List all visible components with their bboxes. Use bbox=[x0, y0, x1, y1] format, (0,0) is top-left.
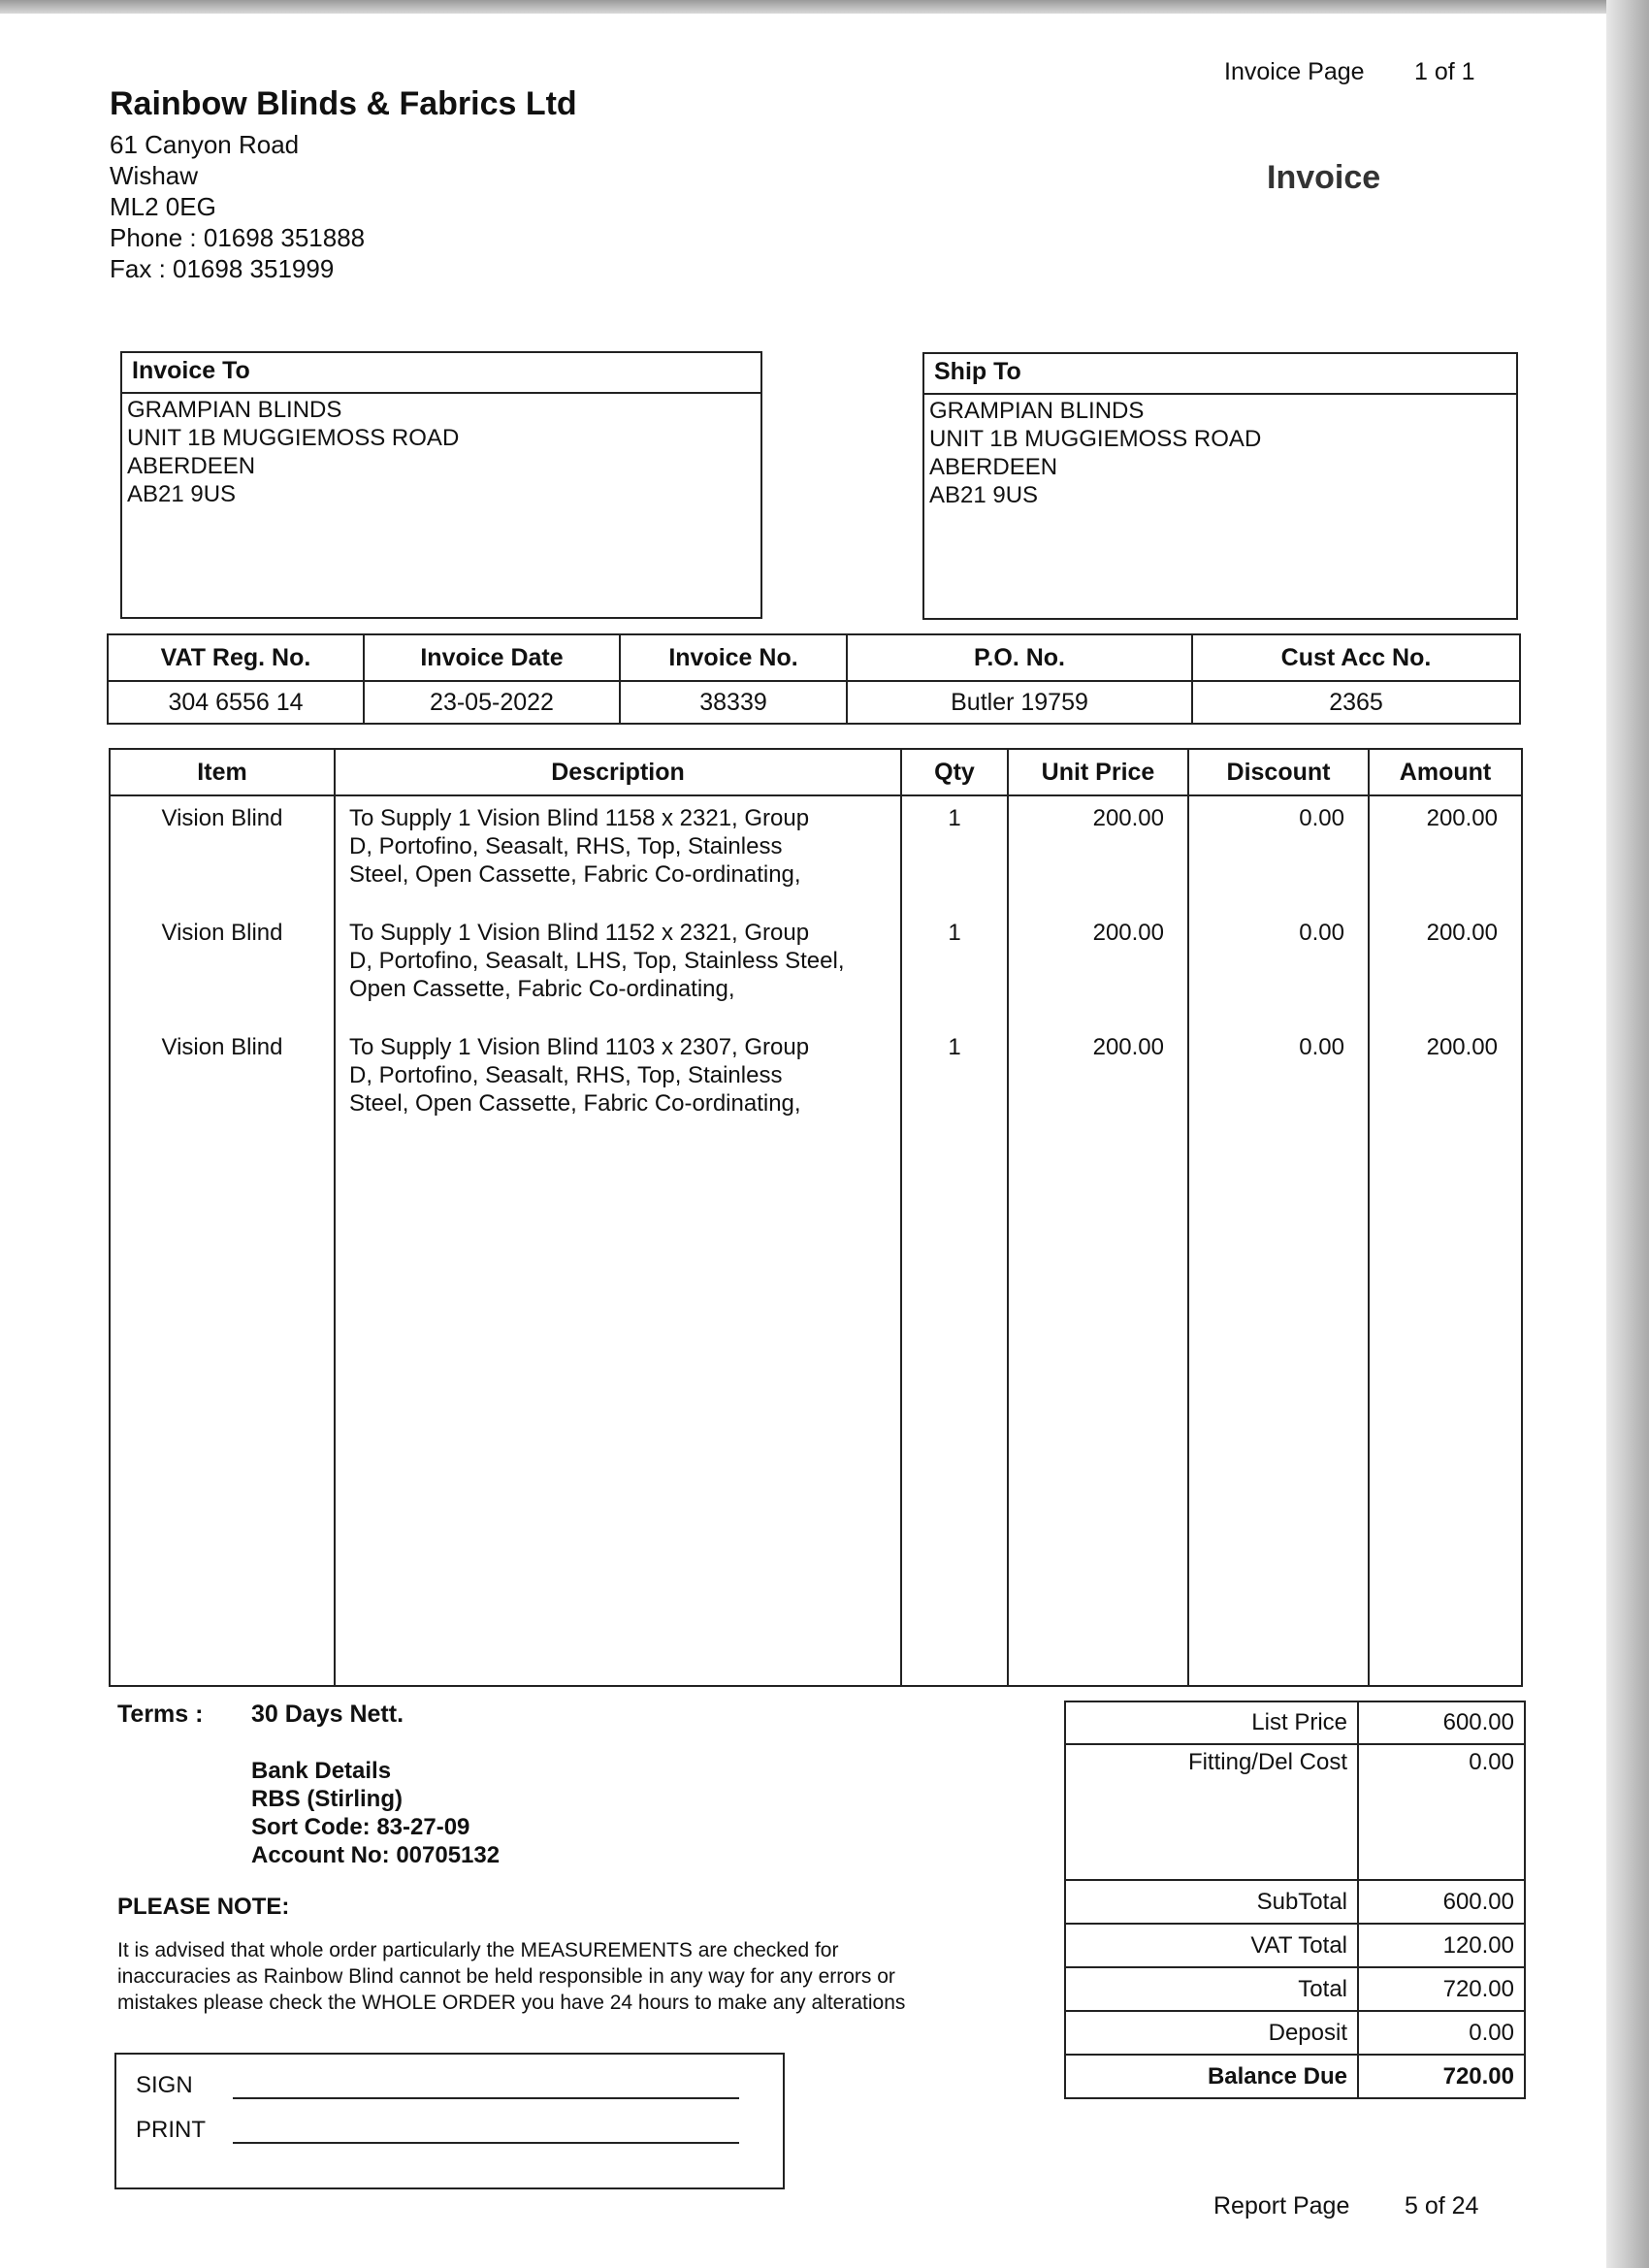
filler-cell bbox=[335, 1140, 901, 1686]
subtotal-label: SubTotal bbox=[1065, 1880, 1358, 1924]
balance-due-label: Balance Due bbox=[1065, 2055, 1358, 2098]
amount-header: Amount bbox=[1369, 749, 1522, 795]
table-filler-row bbox=[110, 1140, 1522, 1686]
vat-total-value: 120.00 bbox=[1358, 1924, 1525, 1967]
discount-header: Discount bbox=[1188, 749, 1369, 795]
item-header: Item bbox=[110, 749, 335, 795]
invoice-date-value: 23-05-2022 bbox=[364, 681, 620, 724]
bank-name: RBS (Stirling) bbox=[251, 1786, 403, 1812]
address-line: GRAMPIAN BLINDS bbox=[127, 397, 342, 423]
item-qty: 1 bbox=[901, 795, 1008, 911]
report-page-label: Report Page bbox=[1213, 2192, 1350, 2219]
scan-edge-right bbox=[1606, 0, 1649, 2268]
description-line: Steel, Open Cassette, Fabric Co-ordinating, bbox=[349, 1090, 801, 1118]
invoice-info-table bbox=[107, 633, 1521, 725]
terms-label: Terms : bbox=[117, 1701, 204, 1728]
signature-box bbox=[114, 2053, 785, 2189]
total-value: 720.00 bbox=[1358, 1967, 1525, 2011]
item-discount: 0.00 bbox=[1188, 911, 1369, 1025]
description-line: Open Cassette, Fabric Co-ordinating, bbox=[349, 976, 735, 1003]
filler-cell bbox=[901, 1140, 1008, 1686]
note-line: inaccuracies as Rainbow Blind cannot be held responsible in any way for any errors or bbox=[117, 1965, 895, 1988]
table-row bbox=[110, 911, 1522, 1025]
item-description bbox=[335, 1025, 901, 1140]
address-line: AB21 9US bbox=[127, 481, 237, 507]
ship-to-address bbox=[924, 395, 1516, 511]
invoice-page-label: Invoice Page bbox=[1224, 58, 1365, 85]
vat-reg-value: 304 6556 14 bbox=[108, 681, 364, 724]
invoice-no-header: Invoice No. bbox=[620, 634, 847, 681]
filler-cell bbox=[1369, 1140, 1522, 1686]
company-phone: Phone : 01698 351888 bbox=[110, 223, 366, 252]
address-line: AB21 9US bbox=[929, 482, 1039, 508]
description-header: Description bbox=[335, 749, 901, 795]
company-fax: Fax : 01698 351999 bbox=[110, 254, 335, 283]
qty-header: Qty bbox=[901, 749, 1008, 795]
totals-table bbox=[1064, 1701, 1526, 2099]
table-row bbox=[110, 1025, 1522, 1140]
filler-cell bbox=[1188, 1140, 1369, 1686]
note-line: mistakes please check the WHOLE ORDER you have 24 hours to make any alterations bbox=[117, 1992, 906, 2014]
deposit-value: 0.00 bbox=[1358, 2011, 1525, 2055]
cust-acc-header: Cust Acc No. bbox=[1192, 634, 1520, 681]
invoice-no-value: 38339 bbox=[620, 681, 847, 724]
bank-sort-code: Sort Code: 83-27-09 bbox=[251, 1814, 470, 1840]
company-name: Rainbow Blinds & Fabrics Ltd bbox=[110, 85, 577, 122]
unit-price-header: Unit Price bbox=[1008, 749, 1188, 795]
deposit-label: Deposit bbox=[1065, 2011, 1358, 2055]
address-line: ABERDEEN bbox=[127, 453, 256, 479]
item-amount: 200.00 bbox=[1369, 795, 1522, 911]
invoice-to-heading: Invoice To bbox=[122, 353, 760, 394]
company-address-line: Wishaw bbox=[110, 161, 199, 190]
invoice-page-value: 1 of 1 bbox=[1414, 58, 1475, 85]
po-no-header: P.O. No. bbox=[847, 634, 1192, 681]
items-table bbox=[109, 748, 1523, 1687]
company-address-line: ML2 0EG bbox=[110, 192, 216, 221]
company-address-line: 61 Canyon Road bbox=[110, 130, 300, 159]
print-label: PRINT bbox=[136, 2117, 206, 2143]
bank-account: Account No: 00705132 bbox=[251, 1842, 501, 1868]
document-title: Invoice bbox=[1267, 159, 1381, 196]
item-discount: 0.00 bbox=[1188, 1025, 1369, 1140]
po-no-value: Butler 19759 bbox=[847, 681, 1192, 724]
fitting-cost-value: 0.00 bbox=[1358, 1744, 1525, 1880]
address-line: GRAMPIAN BLINDS bbox=[929, 398, 1145, 424]
item-discount: 0.00 bbox=[1188, 795, 1369, 911]
description-line: D, Portofino, Seasalt, RHS, Top, Stainless bbox=[349, 833, 783, 859]
item-qty: 1 bbox=[901, 1025, 1008, 1140]
description-line: To Supply 1 Vision Blind 1103 x 2307, Group bbox=[349, 1034, 810, 1061]
filler-cell bbox=[110, 1140, 335, 1686]
fitting-cost-label: Fitting/Del Cost bbox=[1065, 1744, 1358, 1880]
item-name: Vision Blind bbox=[110, 795, 335, 911]
description-line: Steel, Open Cassette, Fabric Co-ordinating, bbox=[349, 861, 801, 888]
item-amount: 200.00 bbox=[1369, 1025, 1522, 1140]
item-name: Vision Blind bbox=[110, 911, 335, 1025]
item-description bbox=[335, 911, 901, 1025]
item-amount: 200.00 bbox=[1369, 911, 1522, 1025]
filler-cell bbox=[1008, 1140, 1188, 1686]
bank-heading: Bank Details bbox=[251, 1758, 392, 1784]
vat-total-label: VAT Total bbox=[1065, 1924, 1358, 1967]
scan-edge-top bbox=[0, 0, 1649, 14]
sign-line[interactable] bbox=[233, 2097, 739, 2099]
report-page-value: 5 of 24 bbox=[1405, 2192, 1479, 2219]
note-line: It is advised that whole order particularly the MEASUREMENTS are checked for bbox=[117, 1939, 839, 1961]
item-description bbox=[335, 795, 901, 911]
item-unit-price: 200.00 bbox=[1008, 911, 1188, 1025]
invoice-to-box bbox=[120, 351, 762, 619]
list-price-value: 600.00 bbox=[1358, 1701, 1525, 1744]
item-qty: 1 bbox=[901, 911, 1008, 1025]
item-unit-price: 200.00 bbox=[1008, 795, 1188, 911]
cust-acc-value: 2365 bbox=[1192, 681, 1520, 724]
invoice-to-address bbox=[122, 394, 760, 510]
subtotal-value: 600.00 bbox=[1358, 1880, 1525, 1924]
invoice-date-header: Invoice Date bbox=[364, 634, 620, 681]
ship-to-box bbox=[922, 352, 1518, 620]
ship-to-heading: Ship To bbox=[924, 354, 1516, 395]
address-line: ABERDEEN bbox=[929, 454, 1058, 480]
invoice-page bbox=[0, 14, 1606, 2268]
table-row bbox=[110, 795, 1522, 911]
balance-due-value: 720.00 bbox=[1358, 2055, 1525, 2098]
vat-reg-header: VAT Reg. No. bbox=[108, 634, 364, 681]
print-line[interactable] bbox=[233, 2142, 739, 2144]
description-line: D, Portofino, Seasalt, LHS, Top, Stainless Steel, bbox=[349, 948, 845, 975]
sign-label: SIGN bbox=[136, 2072, 193, 2098]
description-line: To Supply 1 Vision Blind 1158 x 2321, Group bbox=[349, 805, 810, 831]
bank-details bbox=[251, 1757, 500, 1869]
description-line: D, Portofino, Seasalt, RHS, Top, Stainless bbox=[349, 1062, 783, 1089]
address-line: UNIT 1B MUGGIEMOSS ROAD bbox=[127, 425, 460, 451]
address-line: UNIT 1B MUGGIEMOSS ROAD bbox=[929, 426, 1262, 452]
total-label: Total bbox=[1065, 1967, 1358, 2011]
description-line: To Supply 1 Vision Blind 1152 x 2321, Group bbox=[349, 920, 810, 947]
please-note-text bbox=[117, 1937, 1010, 2016]
terms-value: 30 Days Nett. bbox=[251, 1701, 404, 1728]
item-name: Vision Blind bbox=[110, 1025, 335, 1140]
please-note-heading: PLEASE NOTE: bbox=[117, 1894, 290, 1920]
item-unit-price: 200.00 bbox=[1008, 1025, 1188, 1140]
list-price-label: List Price bbox=[1065, 1701, 1358, 1744]
